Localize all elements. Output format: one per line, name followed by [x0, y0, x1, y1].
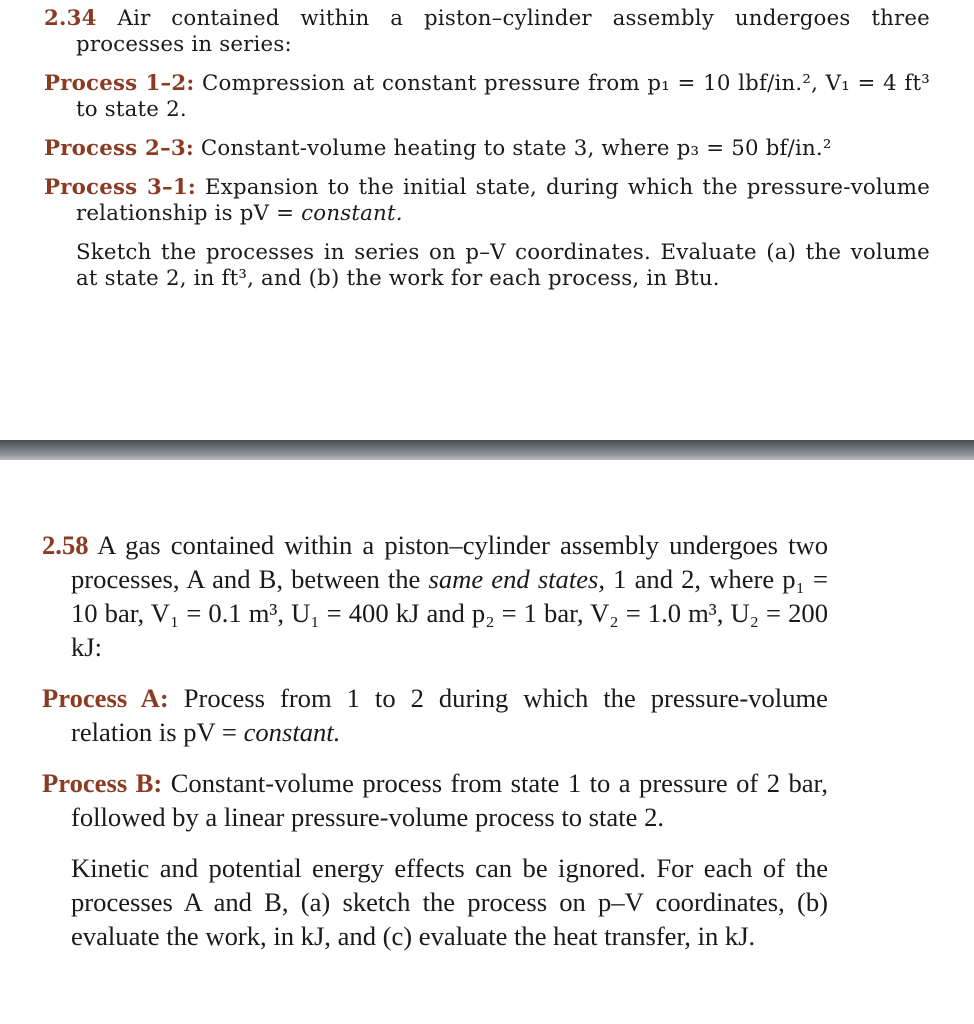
process-text-italic: constant. — [301, 201, 403, 226]
process-label: Process 3–1: — [44, 175, 196, 200]
problem-2-58-intro — [42, 528, 828, 664]
process-b — [42, 766, 828, 834]
process-a — [42, 681, 828, 749]
process-2-3 — [44, 136, 930, 162]
process-text: Expansion to the initial state, during which the pressure-volume relationship is pV = — [76, 175, 930, 226]
problem-number: 2.34 — [44, 6, 97, 31]
task-text: Sketch the processes in series on p–V coordinates. Evaluate (a) the volume at state 2, in ft³, and (b) the work for each process, in Btu. — [76, 240, 930, 291]
problem-intro-italic: same end states, — [428, 564, 606, 594]
task-text: Kinetic and potential energy effects can be ignored. For each of the processes A and B, (a) sketch the process on p–V coordinates, (b) evaluate the work, in kJ, and (c) evaluate the heat transfer, in kJ. — [71, 853, 828, 951]
process-text: Process from 1 to 2 during which the pressure-volume relation is pV = — [71, 683, 828, 747]
problem-intro-text: Air contained within a piston–cylinder assembly undergoes three processes in series: — [76, 6, 930, 57]
process-1-2 — [44, 71, 930, 123]
process-3-1 — [44, 175, 930, 227]
problem-2-34-task — [44, 240, 930, 292]
problem-2-34 — [44, 6, 930, 292]
page-divider — [0, 440, 974, 460]
process-text: Constant-volume heating to state 3, where p₃ = 50 bf/in.² — [200, 136, 832, 161]
process-label: Process A: — [42, 683, 169, 713]
problem-2-34-intro — [44, 6, 930, 58]
problem-intro-text-after: 1 and 2, where p₁ = 10 bar, V₁ = 0.1 m³, U₁ = 400 kJ and p₂ = 1 bar, V₂ = 1.0 m³, U₂ = 200 kJ: — [71, 564, 829, 662]
problem-intro-text: A gas contained within a piston–cylinder assembly undergoes two processes, A and B, between the — [71, 530, 828, 594]
process-text: Compression at constant pressure from p₁ = 10 lbf/in.², V₁ = 4 ft³ to state 2. — [76, 71, 930, 122]
process-label: Process 2–3: — [44, 136, 194, 161]
problem-number: 2.58 — [42, 530, 89, 560]
process-text: Constant-volume process from state 1 to a pressure of 2 bar, followed by a linear pressure-volume process to state 2. — [71, 768, 828, 832]
process-label: Process B: — [42, 768, 163, 798]
problem-2-58 — [42, 528, 828, 953]
problem-2-58-task — [42, 851, 828, 953]
process-label: Process 1–2: — [44, 71, 195, 96]
process-text-italic: constant. — [243, 717, 341, 747]
